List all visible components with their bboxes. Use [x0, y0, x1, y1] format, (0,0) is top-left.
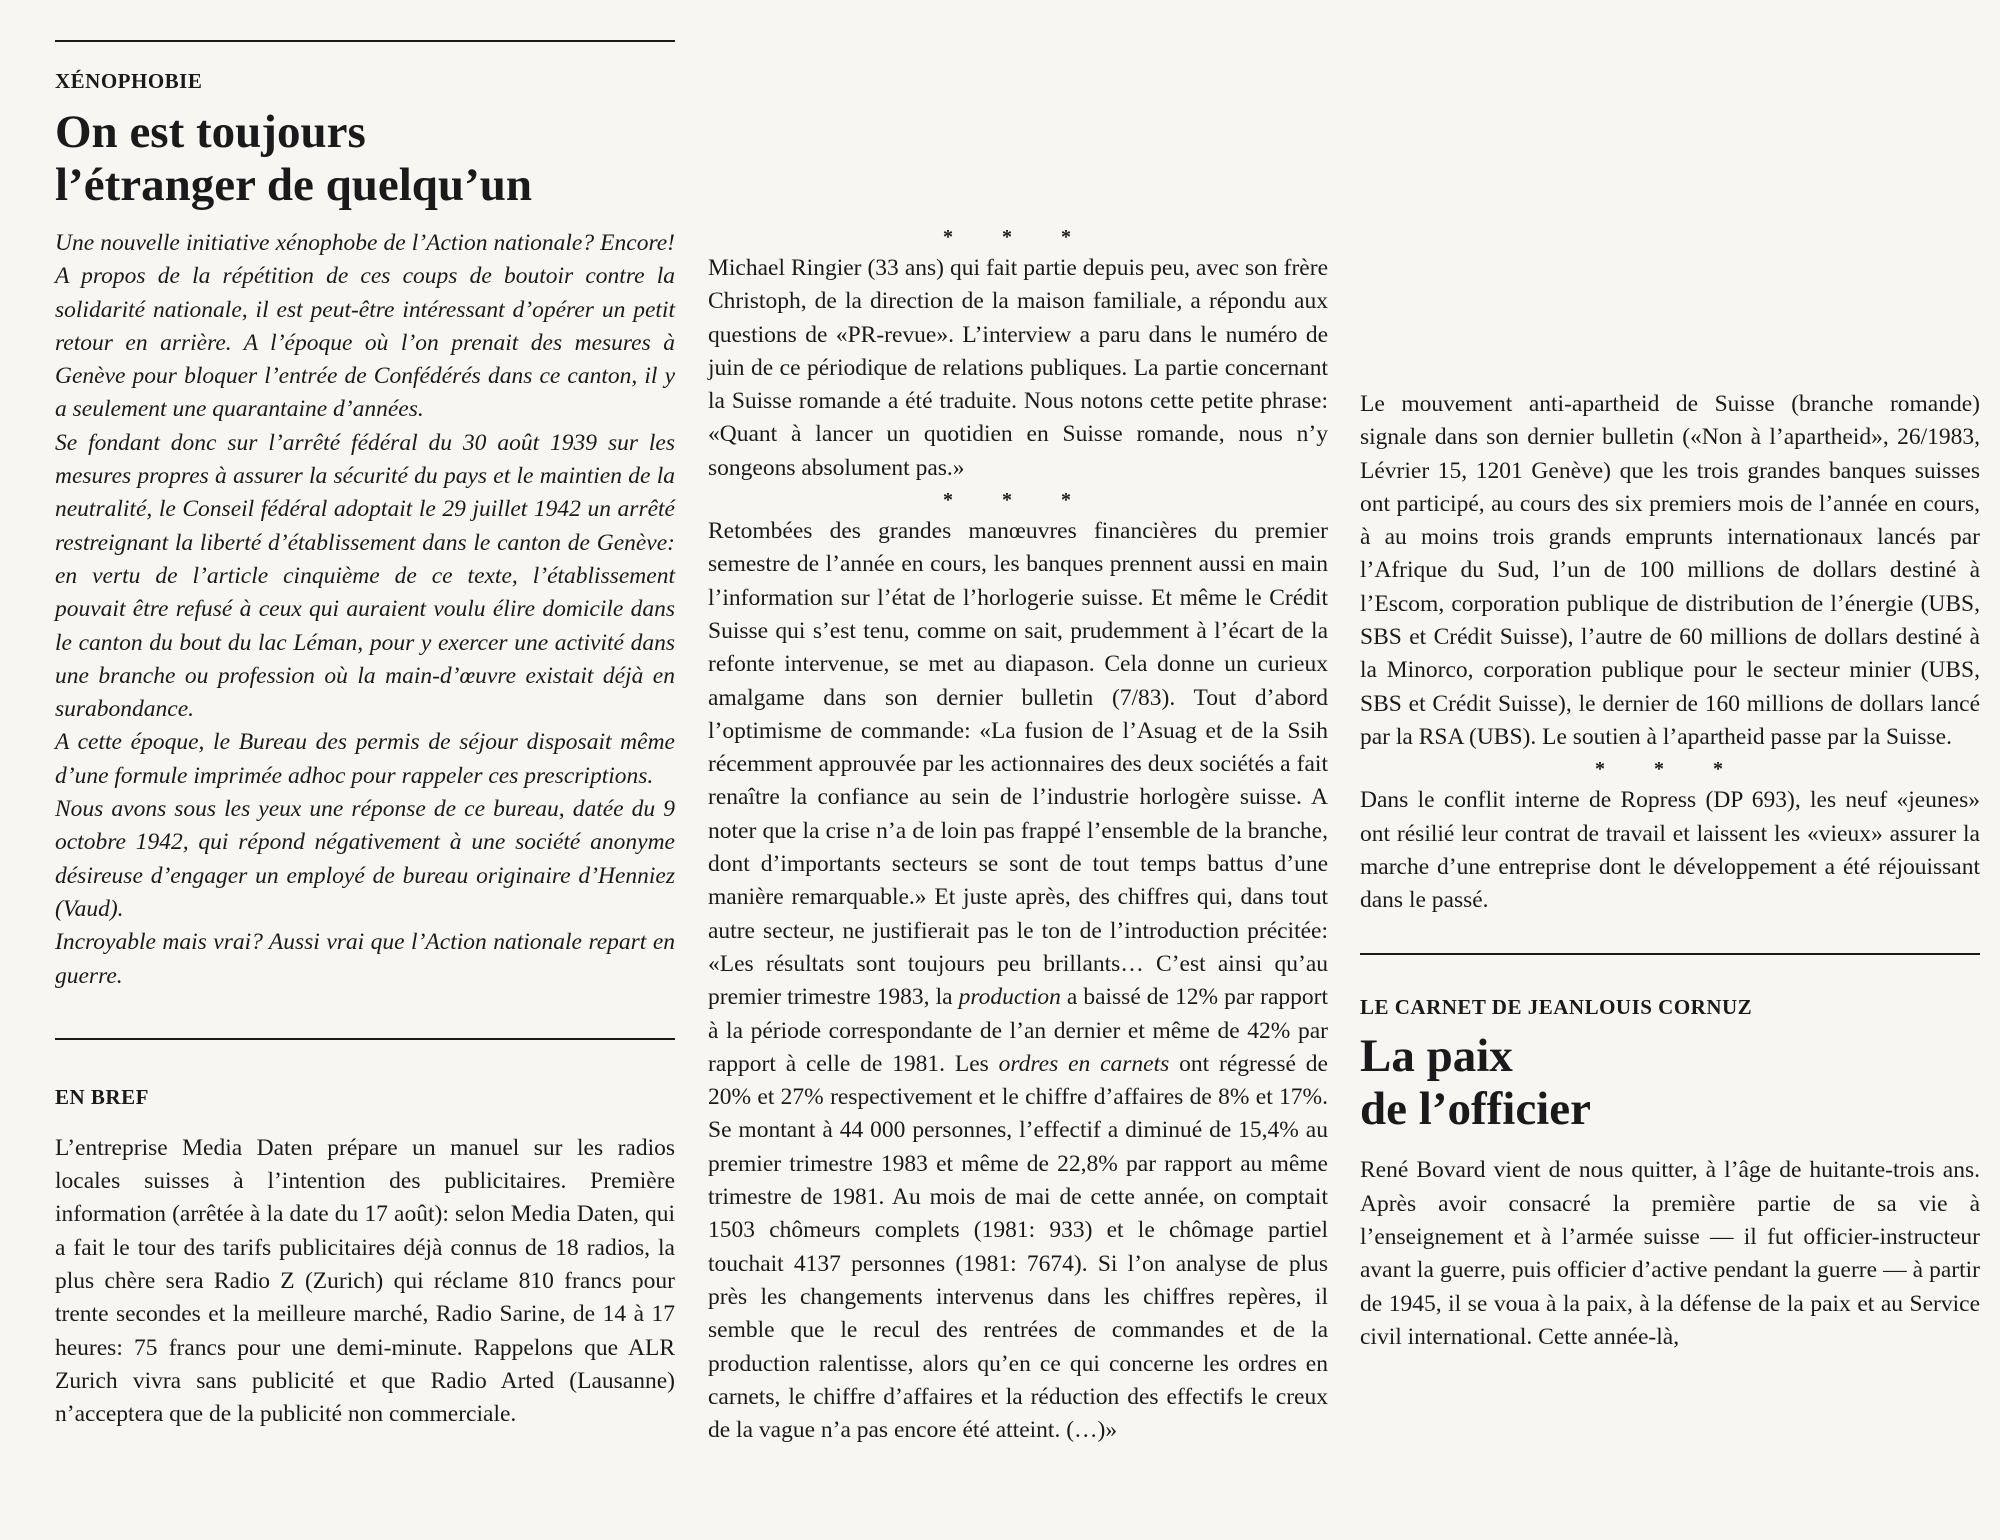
paragraph-emphasis: ordres en carnets	[998, 1050, 1170, 1077]
paragraph-text: a baissé de 12% par rapport à la période correspondante de l’an dernier et même de 42% par rapport à celle de 1981. Les	[708, 984, 1328, 1077]
section-rule	[1360, 953, 1980, 955]
paragraph: Une nouvelle initiative xénophobe de l’Action nationale? Encore! A propos de la répétition de ces coups de boutoir contre la solidarité nationale, il est peut-être intéressant d’opérer un petit retour en arrière. A l’époque où l’on prenait des mesures à Genève pour bloquer l’entrée de Confédérés dans ce canton, il y a seulement une quarantaine d’années.	[55, 230, 675, 423]
column-2	[708, 0, 1328, 1447]
section-kicker-en-bref: EN BREF	[55, 1084, 149, 1109]
separator-stars: * * *	[1595, 758, 1745, 781]
headline-line-1: On est toujours	[55, 106, 366, 158]
paragraph: Dans le conflit interne de Ropress (DP 693), les neuf «jeunes» ont résilié leur contrat de travail et laissent les «vieux» assurer la marche d’une entreprise dont le développement a été réjouissant dans le passé.	[1360, 787, 1980, 914]
paragraph: A cette époque, le Bureau des permis de séjour disposait même d’une formule imprimée adhoc pour rappeler ces prescriptions.	[55, 729, 675, 789]
article-body	[55, 227, 675, 993]
paragraph: L’entreprise Media Daten prépare un manuel sur les radios locales suisses à l’intention des publicitaires. Première information (arrêtée à la date du 17 août): selon Media Daten, qui a fait le tour des tarifs publicitaires déjà connus de 18 radios, la plus chère sera Radio Z (Zurich) qui réclame 810 francs pour trente secondes et la meilleure marché, Radio Sarine, de 14 à 17 heures: 75 francs pour une demi-minute. Rappelons que ALR Zurich vivra sans publicité et que Radio Arted (Lausanne) n’acceptera que de la publicité non commerciale.	[55, 1134, 675, 1428]
headline-line-2: de l’officier	[1360, 1083, 1591, 1136]
paragraph	[708, 515, 1328, 1447]
separator-stars: * * *	[943, 489, 1093, 512]
headline-line-2: l’étranger de quelqu’un	[55, 159, 532, 211]
paragraph-text: Retombées des grandes manœuvres financières du premier semestre de l’année en cours, les banques prennent aussi en main l’information sur l’état de l’horlogerie suisse. Et même le Crédit Suisse qui s’est tenu, comme on sait, prudemment à l’écart de la refonte intervenue, se met au diapason. Cela donne un curieux amalgame dans son dernier bulletin (7/83). Tout d’abord l’optimisme de commande: «La fusion de l’Asuag et de la Ssih récemment approuvée par les actionnaires des deux sociétés a fait renaître la confiance au sein de l’industrie horlogère suisse. A noter que la crise n’a de loin pas frappé l’ensemble de la branche, dont d’importants secteurs se sont de tout temps battus d’une manière remarquable.» Et juste après, des chiffres qui, dans tout autre secteur, ne justifierait pas le ton de l’introduction précitée: «Les résultats sont toujours peu brillants… C’est ainsi qu’au premier trimestre 1983, la	[708, 518, 1328, 1011]
article-headline	[1360, 1030, 1980, 1136]
section-kicker-xenophobie: XÉNOPHOBIE	[55, 69, 203, 93]
article-headline	[55, 106, 675, 212]
paragraph: René Bovard vient de nous quitter, à l’âge de huitante-trois ans. Après avoir consacré la première partie de sa vie à l’enseignement et à l’armée suisse — il fut officier-instructeur avant la guerre, puis officier d’active pendant la guerre — à partir de 1945, il se voua à la paix, à la défense de la paix et au Service civil international. Cette année-là,	[1360, 1157, 1980, 1350]
paragraph-emphasis: production	[958, 984, 1061, 1011]
paragraph: Incroyable mais vrai? Aussi vrai que l’Action nationale repart en guerre.	[55, 929, 675, 989]
column-1	[55, 0, 675, 1432]
paragraph: Se fondant donc sur l’arrêté fédéral du 30 août 1939 sur les mesures propres à assurer la sécurité du pays et le maintien de la neutralité, le Conseil fédéral adoptait le 29 juillet 1942 un arrêté restreignant la liberté d’établissement dans le canton de Genève: en vertu de l’article cinquième de ce texte, l’établissement pouvait être refusé à ceux qui auraient voulu élire domicile dans le canton du bout du lac Léman, pour y exercer une activité dans une branche ou profession où la main-d’œuvre existait déjà en surabondance.	[55, 429, 675, 723]
paragraph: Nous avons sous les yeux une réponse de ce bureau, datée du 9 octobre 1942, qui répond négativement à une société anonyme désireuse d’engager un employé de bureau originaire d’Henniez (Vaud).	[55, 796, 675, 922]
column-3	[1360, 0, 1980, 1354]
top-rule	[55, 40, 675, 42]
paragraph-text: ont régressé de 20% et 27% respectivement et le chiffre d’affaires de 8% et 17%. Se montant à 44 000 personnes, l’effectif a diminué de 15,4% au premier trimestre 1983 et même de 22,8% par rapport au même trimestre de 1981. Au mois de mai de cette année, on comptait 1503 chômeurs complets (1981: 933) et le chômage partiel touchait 4137 personnes (1981: 7674). Si l’on analyse de plus près les changements intervenus dans les chiffres repères, il semble que le recul des rentrées de commandes et de la production ralentisse, alors qu’en ce qui concerne les ordres en carnets, le chiffre d’affaires et la réduction des effectifs le creux de la vague n’a pas encore été atteint. (…)»	[708, 1050, 1328, 1444]
paragraph: Le mouvement anti-apartheid de Suisse (branche romande) signale dans son dernier bulletin («Non à l’apartheid», 26/1983, Lévrier 15, 1201 Genève) que les trois grandes banques suisses ont participé, au cours des six premiers mois de l’année en cours, à au moins trois grands emprunts internationaux lancés par l’Afrique du Sud, l’un de 100 millions de dollars destiné à l’Escom, corporation publique de distribution de l’énergie (UBS, SBS et Crédit Suisse), l’autre de 60 millions de dollars destiné à la Minorco, corporation publique pour le secteur minier (UBS, SBS et Crédit Suisse), le dernier de 160 millions de dollars lancé par la RSA (UBS). Le soutien à l’apartheid passe par la Suisse.	[1360, 391, 1980, 750]
section-kicker-carnet: LE CARNET DE JEANLOUIS CORNUZ	[1360, 995, 1753, 1020]
section-rule	[55, 1038, 675, 1040]
separator-stars: * * *	[943, 226, 1093, 248]
paragraph: Michael Ringier (33 ans) qui fait partie depuis peu, avec son frère Christoph, de la direction de la maison familiale, a répondu aux questions de «PR-revue». L’interview a paru dans le numéro de juin de ce périodique de relations publiques. La partie concernant la Suisse romande a été traduite. Nous notons cette petite phrase: «Quant à lancer un quotidien en Suisse romande, nous n’y songeons absolument pas.»	[708, 255, 1328, 481]
headline-line-1: La paix	[1360, 1030, 1513, 1083]
